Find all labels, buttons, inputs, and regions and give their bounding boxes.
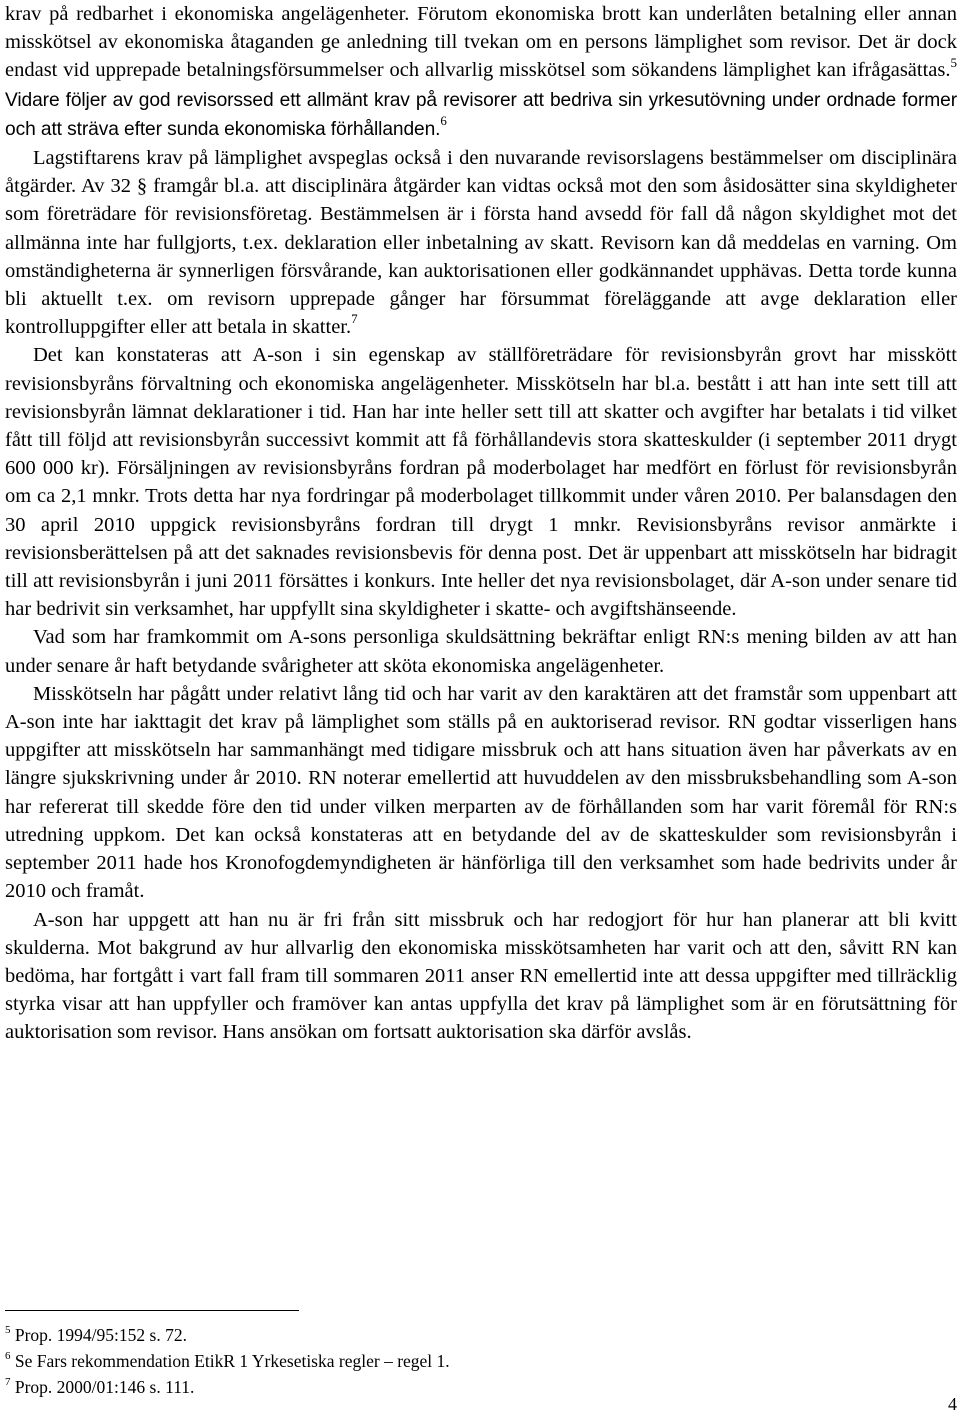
footnote-reference: 6 — [440, 112, 447, 128]
paragraph — [5, 623, 957, 679]
footnote-text: Prop. 2000/01:146 s. 111. — [10, 1377, 195, 1397]
page-number: 4 — [948, 1394, 957, 1414]
paragraph-text: Lagstiftarens krav på lämplighet avspeglas också i den nuvarande revisorslagens bestämmelser om disciplinära åtgärder. Av 32 § framgår bl.a. att disciplinära åtgärder kan vidtas också mot den som åsidosätter sina skyldigheter som företrädare för revisionsföretag. Bestämmelsen är i första hand avsedd för fall då någon skyldighet mot det allmänna inte har fullgjorts, t.ex. deklaration eller inbetalning av skatt. Revisorn kan då meddelas en varning. Om omständigheterna är synnerligen försvårande, kan auktorisationen eller godkännandet upphävas. Detta torde kunna bli aktuellt t.ex. om revisorn upprepade gånger har försummat föreläggande att avge deklaration eller kontrolluppgifter eller att betala in skatter. — [5, 147, 957, 339]
footnote-text: Se Fars rekommendation EtikR 1 Yrkesetiska regler – regel 1. — [10, 1351, 450, 1371]
paragraph-text: krav på redbarhet i ekonomiska angelägenheter. Förutom ekonomiska brott kan underlåten betalning eller annan misskötsel av ekonomiska åtaganden ge anledning till tvekan om en persons lämplighet som revisor. Det är dock endast vid upprepade betalningsförsummelser och allvarlig misskötsel som sökandens lämplighet kan ifrågasättas. — [5, 3, 957, 82]
footnote-5 — [5, 1322, 945, 1348]
footnote-number: 5 — [5, 1324, 11, 1337]
paragraph — [5, 144, 957, 341]
footnotes — [5, 1322, 945, 1400]
footnote-reference: 5 — [950, 54, 957, 70]
paragraph — [5, 341, 957, 623]
footnote-7 — [5, 1374, 945, 1400]
footnote-text: Prop. 1994/95:152 s. 72. — [10, 1325, 187, 1345]
paragraph-text: Vad som har framkommit om A-sons personliga skuldsättning bekräftar enligt RN:s mening bilden av att han under senare år haft betydande svårigheter att sköta ekonomiska angelägenheter. — [5, 626, 957, 677]
footnote-separator — [5, 1310, 299, 1311]
footnote-number: 7 — [5, 1376, 11, 1389]
paragraph — [5, 680, 957, 906]
footnote-reference: 7 — [351, 311, 358, 327]
paragraph-text: Misskötseln har pågått under relativt lång tid och har varit av den karaktären att det framstår som uppenbart att A-son inte har iakttagit det krav på lämplighet som ställs på en auktoriserad revisor. RN godtar visserligen hans uppgifter att misskötseln har sammanhängt med tidigare missbruk och att hans situation även har påverkats av en längre sjukskrivning under år 2010. RN noterar emellertid att huvuddelen av den missbruksbehandling som A-son har refererat till skedde före den tid under vilken merparten av de förhållanden som har varit föremål för RN:s utredning uppkom. Det kan också konstateras att en betydande del av de skatteskulder som revisionsbyrån i september 2011 hade hos Kronofogdemyndigheten är hänförliga till den verksamhet som hade bedrivits under år 2010 och framåt. — [5, 682, 957, 903]
paragraph — [5, 906, 957, 1047]
paragraph — [5, 0, 957, 144]
paragraph-text: A-son har uppgett att han nu är fri från sitt missbruk och har redogjort för hur han planerar att bli kvitt skulderna. Mot bakgrund av hur allvarlig den ekonomiska misskötsamheten har varit och att den, såvitt RN kan bedöma, har fortgått i vart fall fram till sommaren 2011 anser RN emellertid inte att dessa uppgifter med tillräcklig styrka visar att han uppfyller och framöver kan antas uppfylla det krav på lämplighet som är en förutsättning för auktorisation som revisor. Hans ansökan om fortsatt auktorisation ska därför avslås. — [5, 908, 957, 1044]
paragraph-text: Vidare följer av god revisorssed ett allmänt krav på revisorer att bedriva sin yrkesutövning under ordnade former och att sträva efter sunda ekonomiska förhållanden. — [5, 89, 957, 140]
paragraph-text: Det kan konstateras att A-son i sin egenskap av ställföreträdare för revisionsbyrån grovt har misskött revisionsbyråns förvaltning och ekonomiska angelägenheter. Misskötseln har bl.a. bestått i att han inte sett till att revisionsbyrån lämnat deklarationer i tid. Han har inte heller sett till att skatter och avgifter har betalats i tid vilket fått till följd att revisionsbyrån successivt kommit att få förhållandevis stora skatteskulder (i september 2011 drygt 600 000 kr). Försäljningen av revisionsbyråns fordran på moderbolaget har medfört en förlust för revisionsbyrån om ca 2,1 mnkr. Trots detta har nya fordringar på moderbolaget tillkommit under våren 2010. Per balansdagen den 30 april 2010 uppgick revisionsbyråns fordran till drygt 1 mnkr. Revisionsbyråns revisor anmärkte i revisionsberättelsen på att det saknades revisionsbevis för denna post. Det är uppenbart att misskötseln har bidragit till att revisionsbyrån i juni 2011 försättes i konkurs. Inte heller det nya revisionsbolaget, där A-son under senare tid har bedrivit sin verksamhet, har uppfyllt sina skyldigheter i skatte- och avgiftshänseende. — [5, 344, 957, 621]
document-body — [5, 0, 957, 1047]
footnote-number: 6 — [5, 1350, 11, 1363]
document-page — [5, 0, 957, 1047]
footnote-6 — [5, 1348, 945, 1374]
